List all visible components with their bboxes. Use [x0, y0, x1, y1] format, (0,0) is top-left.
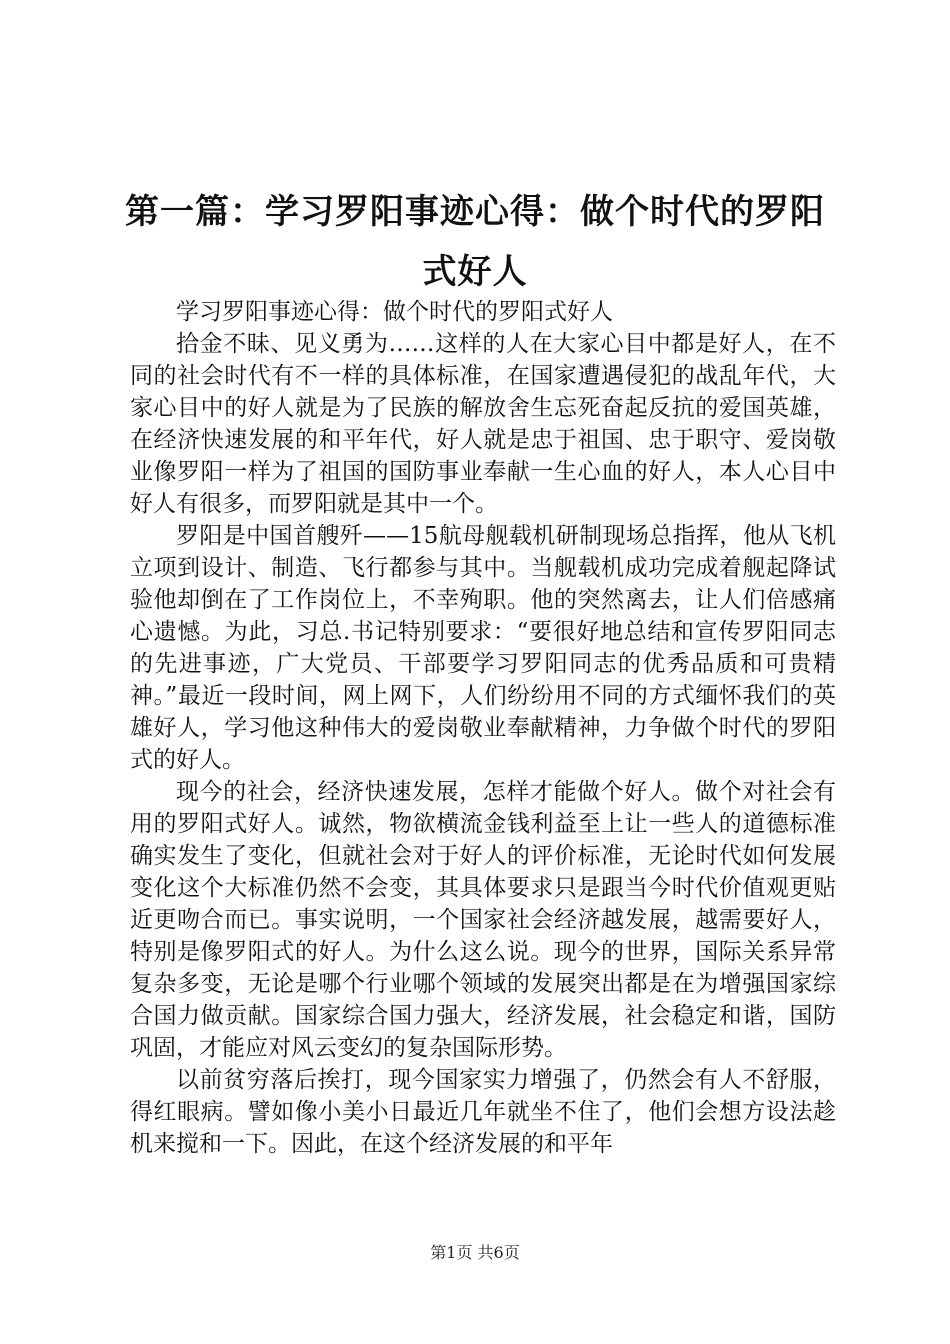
page-number-footer: 第1页 共6页	[430, 1243, 520, 1262]
body-paragraph: 拾金不昧、见义勇为……这样的人在大家心目中都是好人，在不同的社会时代有不一样的具体标准，在国家遭遇侵犯的战乱年代，大家心目中的好人就是为了民族的解放舍生忘死奋起反抗的爱国英雄，在经济快速发展的和平年代，好人就是忠于祖国、忠于职守、爱岗敬业像罗阳一样为了祖国的国防事业奉献一生心血的好人，本人心目中好人有很多，而罗阳就是其中一个。	[130, 331, 836, 517]
subtitle-paragraph: 学习罗阳事迹心得：做个时代的罗阳式好人	[176, 299, 613, 325]
body-paragraph: 现今的社会，经济快速发展，怎样才能做个好人。做个对社会有用的罗阳式好人。诚然，物欲横流金钱利益至上让一些人的道德标准确实发生了变化，但就社会对于好人的评价标准，无论时代如何发展变化这个大标准仍然不会变，其具体要求只是跟当今时代价值观更贴近更吻合而已。事实说明，一个国家社会经济越发展，越需要好人，特别是像罗阳式的好人。为什么这么说。现今的世界，国际关系异常复杂多变，无论是哪个行业哪个领域的发展突出都是在为增强国家综合国力做贡献。国家综合国力强大，经济发展，社会稳定和谐，国防巩固，才能应对风云变幻的复杂国际形势。	[130, 779, 836, 1061]
document-title: 第一篇：学习罗阳事迹心得：做个时代的罗阳式好人	[125, 192, 825, 292]
document-body	[130, 296, 836, 1160]
body-paragraph: 罗阳是中国首艘歼——15航母舰载机研制现场总指挥，他从飞机立项到设计、制造、飞行都参与其中。当舰载机成功完成着舰起降试验他却倒在了工作岗位上，不幸殉职。他的突然离去，让人们倍感痛心遗憾。为此，习总.书记特别要求：“要很好地总结和宣传罗阳同志的先进事迹，广大党员、干部要学习罗阳同志的优秀品质和可贵精神。”最近一段时间，网上网下，人们纷纷用不同的方式缅怀我们的英雄好人，学习他这种伟大的爱岗敬业奉献精神，力争做个时代的罗阳式的好人。	[130, 523, 836, 773]
body-paragraph: 以前贫穷落后挨打，现今国家实力增强了，仍然会有人不舒服，得红眼病。譬如像小美小日最近几年就坐不住了，他们会想方设法趁机来搅和一下。因此，在这个经济发展的和平年	[130, 1067, 836, 1157]
